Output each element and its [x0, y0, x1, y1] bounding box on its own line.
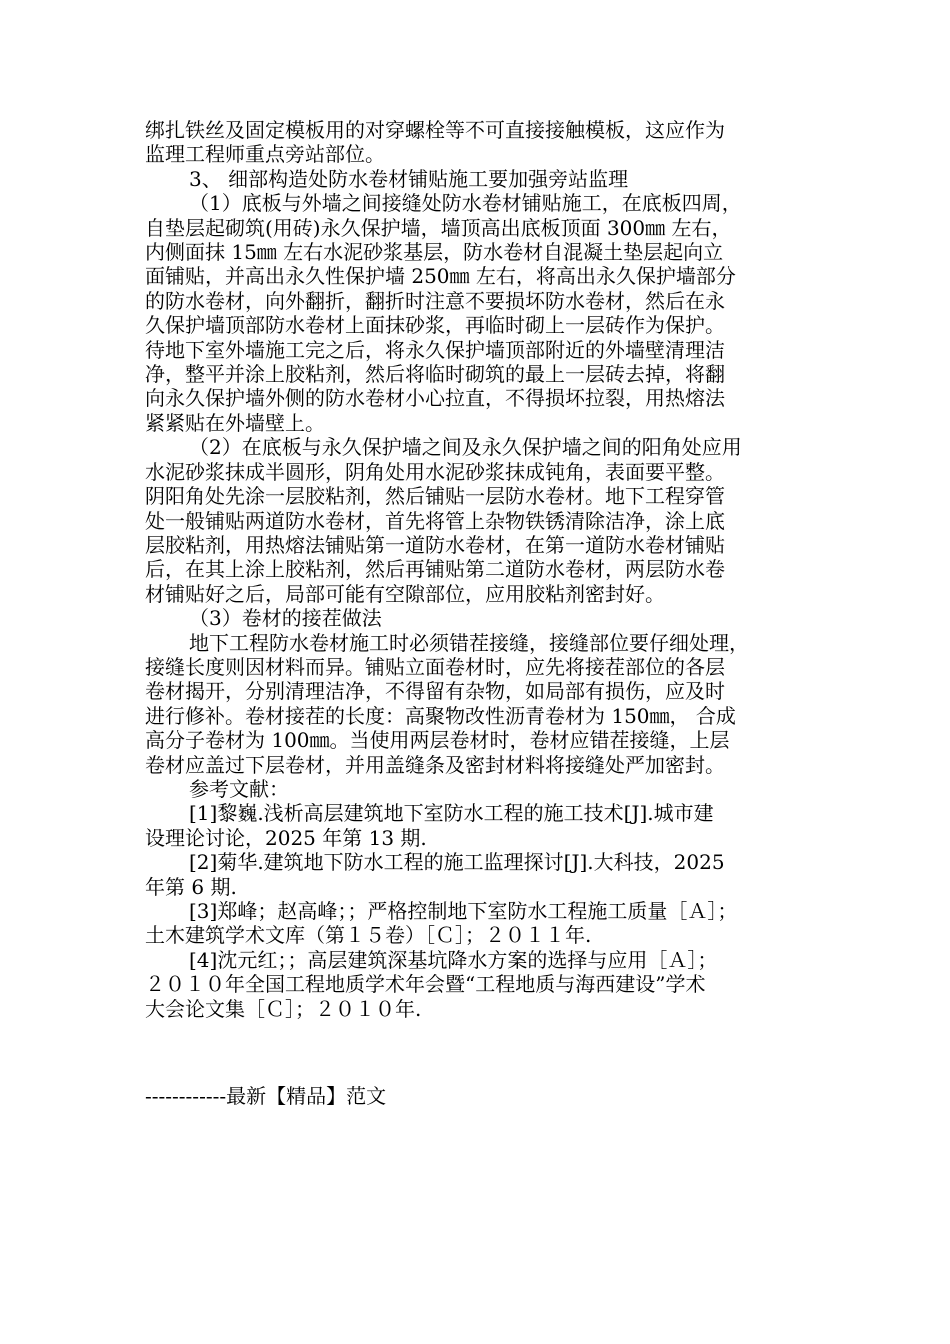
text-line: 监理工程师重点旁站部位。	[145, 142, 385, 167]
text-line: 自垫层起砌筑(用砖)永久保护墙，墙顶高出底板顶面 300㎜ 左右，	[145, 215, 732, 240]
text-line: 层胶粘剂，用热熔法铺贴第一道防水卷材，在第一道防水卷材铺贴	[145, 532, 725, 557]
text-line: [3]郑峰；赵高峰；；严格控制地下室防水工程施工质量［Ａ］；	[189, 899, 738, 923]
text-line: 地下工程防水卷材施工时必须错茬接缝，接缝部位要仔细处理，	[189, 630, 749, 655]
text-line: [4]沈元红；；高层建筑深基坑降水方案的选择与应用［Ａ］；	[189, 947, 718, 972]
text-line: （1）底板与外墙之间接缝处防水卷材铺贴施工，在底板四周，	[189, 191, 742, 216]
text-line: 大会论文集［Ｃ］；２０１０年.	[145, 996, 422, 1021]
text-line: 参考文献：	[189, 776, 289, 801]
text-line: 接缝长度则因材料而异。铺贴立面卷材时，应先将接茬部位的各层	[145, 654, 725, 679]
text-line: 向永久保护墙外侧的防水卷材小心拉直，不得损坏拉裂，用热熔法	[145, 386, 725, 411]
text-line: 3、 细部构造处防水卷材铺贴施工要加强旁站监理	[189, 166, 629, 191]
text-line: 进行修补。卷材接茬的长度：高聚物改性沥青卷材为 150㎜， 合成	[145, 703, 736, 728]
text-line: [2]菊华.建筑地下防水工程的施工监理探讨[J].大科技，2025	[189, 850, 725, 875]
text-line: 内侧面抹 15㎜ 左右水泥砂浆基层，防水卷材自混凝土垫层起向立	[145, 240, 724, 265]
text-line: 水泥砂浆抹成半圆形，阴角处用水泥砂浆抹成钝角，表面要平整。	[145, 459, 725, 484]
text-line: [1]黎巍.浅析高层建筑地下室防水工程的施工技术[J].城市建	[189, 801, 714, 826]
text-line: （3）卷材的接茬做法	[189, 606, 382, 631]
footer-label: ------------最新【精品】范文	[145, 1084, 387, 1108]
text-line: 的防水卷材，向外翻折，翻折时注意不要损坏防水卷材，然后在永	[145, 288, 725, 313]
text-line: 后，在其上涂上胶粘剂，然后再铺贴第二道防水卷材，两层防水卷	[145, 557, 725, 582]
text-line: 土木建筑学术文库（第１５卷）［Ｃ］；２０１１年.	[145, 923, 592, 948]
text-line: 年第 6 期.	[145, 874, 237, 899]
text-line: 高分子卷材为 100㎜。当使用两层卷材时，卷材应错茬接缝，上层	[145, 728, 730, 753]
text-line: 卷材揭开，分别清理洁净，不得留有杂物，如局部有损伤，应及时	[145, 679, 725, 704]
text-line: 阴阳角处先涂一层胶粘剂，然后铺贴一层防水卷材。地下工程穿管	[145, 484, 725, 509]
text-line: ２０１０年全国工程地质学术年会暨“工程地质与海西建设”学术	[145, 972, 706, 997]
text-line: 卷材应盖过下层卷材，并用盖缝条及密封材料将接缝处严加密封。	[145, 752, 725, 777]
text-line: 紧紧贴在外墙壁上。	[145, 410, 325, 435]
text-line: 处一般铺贴两道防水卷材，首先将管上杂物铁锈清除洁净，涂上底	[145, 508, 725, 533]
text-line: 净，整平并涂上胶粘剂，然后将临时砌筑的最上一层砖去掉，将翻	[145, 362, 725, 387]
text-line: （2）在底板与永久保护墙之间及永久保护墙之间的阳角处应用	[189, 435, 742, 460]
text-line: 面铺贴，并高出永久性保护墙 250㎜ 左右，将高出永久保护墙部分	[145, 264, 736, 289]
text-line: 久保护墙顶部防水卷材上面抹砂浆，再临时砌上一层砖作为保护。	[145, 313, 725, 338]
document-body	[145, 118, 813, 1021]
text-line: 绑扎铁丝及固定模板用的对穿螺栓等不可直接接触模板，这应作为	[145, 118, 725, 142]
text-line: 待地下室外墙施工完之后，将永久保护墙顶部附近的外墙壁清理洁	[145, 337, 725, 362]
text-line: 设理论讨论，2025 年第 13 期.	[145, 825, 427, 850]
text-line: 材铺贴好之后，局部可能有空隙部位，应用胶粘剂密封好。	[145, 581, 665, 606]
